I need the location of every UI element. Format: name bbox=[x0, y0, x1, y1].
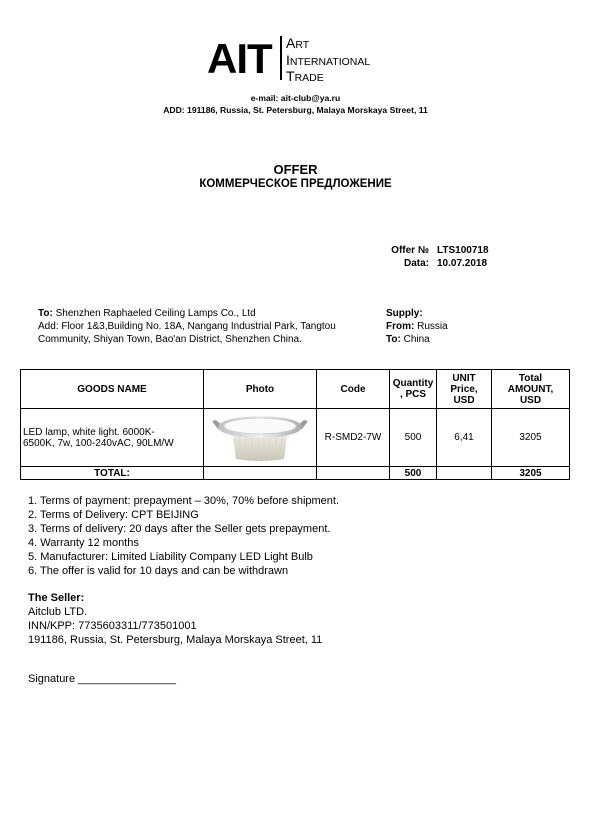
signature-line: Signature ________________ bbox=[28, 673, 177, 685]
company-logo-mark: AIT bbox=[207, 35, 272, 82]
header-quantity-line: Quantity bbox=[392, 378, 434, 389]
seller-name: Aitclub LTD. bbox=[28, 606, 88, 618]
seller-inn: INN/KPP: 7735603311/773501001 bbox=[28, 620, 197, 632]
contact-email: e-mail: ait-club@ya.ru bbox=[250, 93, 341, 103]
header-total-line: Total bbox=[518, 372, 543, 384]
supply-from-label: From: bbox=[386, 321, 415, 332]
header-photo: Photo bbox=[204, 370, 317, 409]
logo-cap: T bbox=[286, 68, 295, 84]
supply-to-label: To: bbox=[386, 334, 401, 345]
buyer-to-label: To: bbox=[38, 308, 53, 319]
supply-block bbox=[386, 307, 566, 346]
buyer-address-line: Add: Floor 1&3,Building No. 18A, Nangang Industrial Park, Tangtou bbox=[38, 321, 336, 332]
logo-rest: NTERNATIONAL bbox=[289, 55, 371, 68]
supply-label: Supply: bbox=[386, 308, 423, 319]
header-unit-line: UNIT bbox=[452, 372, 476, 384]
header-unit-price bbox=[437, 370, 492, 409]
offer-number-label: Offer № bbox=[391, 245, 429, 256]
totals-amount: 3205 bbox=[492, 467, 570, 480]
term-item: 4. Warranty 12 months bbox=[28, 537, 139, 549]
offer-date: 10.07.2018 bbox=[437, 258, 488, 269]
company-logo-text bbox=[286, 36, 370, 86]
supply-from: Russia bbox=[417, 321, 448, 332]
cell-goods-name bbox=[21, 409, 204, 467]
header-goods-name: GOODS NAME bbox=[21, 370, 204, 409]
terms-list bbox=[28, 494, 339, 578]
header-unit-line: Price, bbox=[450, 383, 478, 395]
header-total-line: AMOUNT, bbox=[507, 383, 554, 395]
totals-empty-cell bbox=[204, 467, 317, 480]
totals-label: TOTAL: bbox=[21, 467, 204, 480]
header-quantity-line: , PCS bbox=[399, 389, 427, 400]
led-downlight-image bbox=[212, 409, 308, 463]
supply-to: China bbox=[403, 334, 430, 345]
contact-address: ADD: 191186, Russia, St. Petersburg, Malaya Morskaya Street, 11 bbox=[163, 105, 428, 115]
goods-name-line: 6500K, 7w, 100-240vAC, 90LM/W bbox=[23, 437, 174, 449]
term-item: 3. Terms of delivery: 20 days after the Seller gets prepayment. bbox=[28, 523, 331, 535]
seller-heading: The Seller: bbox=[28, 592, 85, 604]
buyer-name: Shenzhen Raphaeled Ceiling Lamps Co., Ltd bbox=[55, 308, 256, 319]
logo-divider bbox=[280, 36, 282, 80]
term-item: 5. Manufacturer: Limited Liability Company LED Light Bulb bbox=[28, 551, 313, 563]
logo-cap: I bbox=[286, 51, 290, 68]
offer-date-label: Data: bbox=[403, 258, 429, 269]
cell-quantity: 500 bbox=[390, 409, 437, 467]
goods-table bbox=[20, 369, 570, 480]
totals-empty-cell bbox=[437, 467, 492, 480]
table-row bbox=[21, 409, 570, 467]
term-item: 6. The offer is valid for 10 days and can be withdrawn bbox=[28, 565, 289, 577]
header-total-amount bbox=[492, 370, 570, 409]
totals-empty-cell bbox=[317, 467, 390, 480]
header-quantity bbox=[390, 370, 437, 409]
cell-code: R-SMD2-7W bbox=[317, 409, 390, 467]
header-total-line: USD bbox=[519, 394, 542, 406]
totals-row bbox=[21, 467, 570, 480]
document-title: OFFER bbox=[273, 162, 318, 177]
buyer-block bbox=[38, 307, 378, 346]
seller-address: 191186, Russia, St. Petersburg, Malaya Morskaya Street, 11 bbox=[28, 634, 323, 646]
term-item: 2. Terms of Delivery: CPT BEIJING bbox=[28, 509, 199, 521]
totals-quantity: 500 bbox=[390, 467, 437, 480]
table-header-row bbox=[21, 370, 570, 409]
header-code: Code bbox=[317, 370, 390, 409]
cell-unit-price: 6,41 bbox=[437, 409, 492, 467]
seller-block bbox=[28, 591, 322, 647]
cell-photo bbox=[204, 409, 317, 467]
cell-total: 3205 bbox=[492, 409, 570, 467]
goods-name-line: LED lamp, white light. 6000K- bbox=[23, 426, 155, 438]
logo-rest: RT bbox=[295, 39, 310, 51]
term-item: 1. Terms of payment: prepayment – 30%, 70% before shipment. bbox=[28, 495, 340, 507]
logo-cap: A bbox=[286, 35, 296, 51]
document-title-ru: КОММЕРЧЕСКОЕ ПРЕДЛОЖЕНИЕ bbox=[199, 178, 392, 190]
offer-number: LTS100718 bbox=[437, 245, 489, 256]
logo-rest: RADE bbox=[294, 72, 324, 84]
buyer-address-line: Community, Shiyan Town, Bao'an District, Shenzhen China. bbox=[38, 334, 302, 345]
header-unit-line: USD bbox=[453, 394, 475, 406]
